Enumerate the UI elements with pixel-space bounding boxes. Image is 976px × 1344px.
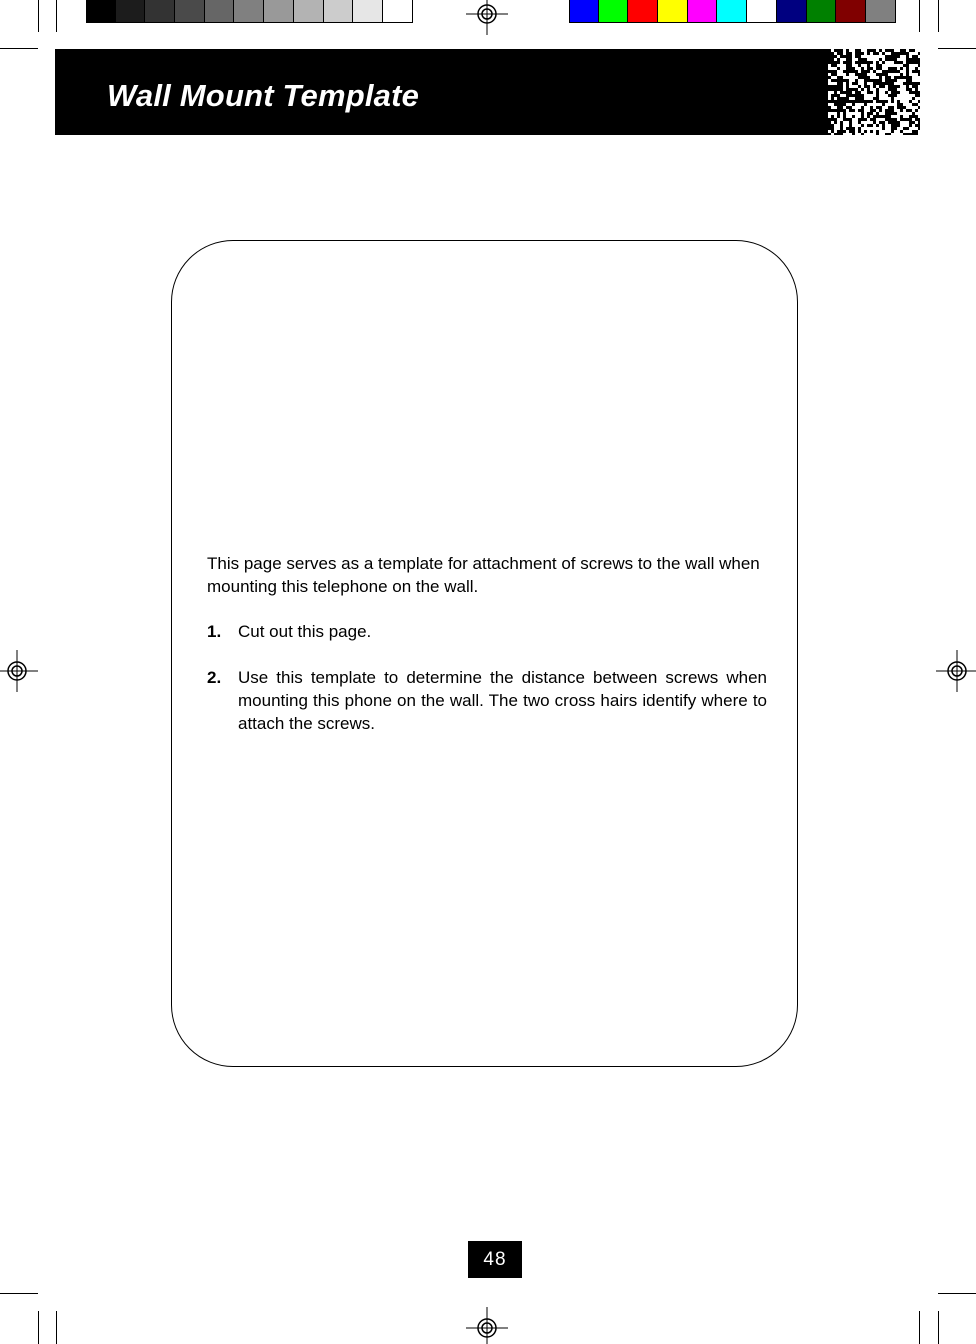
color-swatch [747,0,777,22]
color-swatch [807,0,837,22]
color-swatch [383,0,413,22]
intro-paragraph: This page serves as a template for attachment of screws to the wall when mounting this telephone on the wall. [207,554,760,596]
color-swatch [658,0,688,22]
registration-mark-icon [466,1307,508,1344]
color-swatch [353,0,383,22]
color-swatch [836,0,866,22]
registration-mark-icon [936,650,976,692]
color-swatch [264,0,294,22]
color-swatch [175,0,205,22]
color-swatch [628,0,658,22]
color-swatch [86,0,116,22]
registration-mark-icon [466,0,508,35]
grayscale-calibration-bar [86,0,413,23]
color-swatch [294,0,324,22]
step-number: 2. [207,668,222,687]
qr-code-icon [828,49,920,135]
step-text: Cut out this page. [238,622,372,641]
step-number: 1. [207,622,222,641]
color-swatch [205,0,235,22]
color-swatch [234,0,264,22]
template-cutout-frame [171,240,798,1067]
step-text: Use this template to determine the distance between screws when mounting this phone on the wall. The two cross hairs identify where to attach the screws. [238,668,767,733]
page-title: Wall Mount Template [107,78,420,113]
color-swatch [116,0,146,22]
color-calibration-bar [569,0,896,23]
color-swatch [569,0,599,22]
page-number: 48 [468,1241,522,1278]
color-swatch [688,0,718,22]
color-swatch [145,0,175,22]
color-swatch [866,0,896,22]
color-swatch [717,0,747,22]
color-swatch [324,0,354,22]
registration-mark-icon [0,650,38,692]
color-swatch [777,0,807,22]
color-swatch [599,0,629,22]
